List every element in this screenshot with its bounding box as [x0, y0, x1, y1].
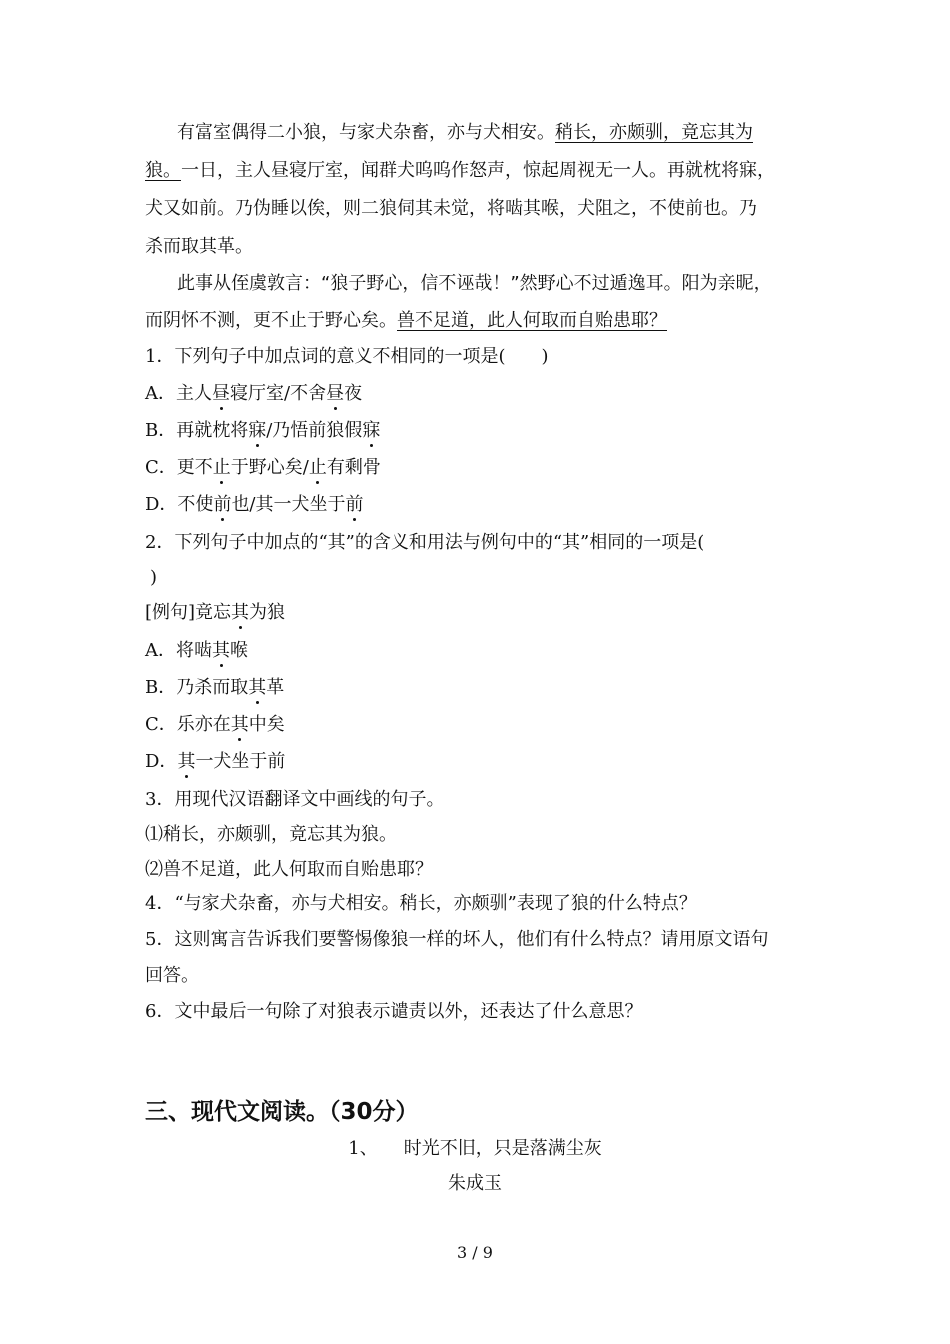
passage-text: 有富室偶得二小狼，与家犬杂畜，亦与犬相安。: [177, 122, 555, 143]
article-title: 时光不旧，只是落满尘灰: [403, 1138, 602, 1159]
dotted-word: 前: [213, 494, 232, 515]
passage-line: 杀而取其革。: [145, 236, 253, 257]
question-1-stem: 1．下列句子中加点词的意义不相同的一项是( ): [145, 346, 549, 367]
question-3-sentence-2: ⑵兽不足道，此人何取而自贻患耶？: [145, 859, 433, 880]
article-number: 1、: [348, 1138, 378, 1159]
question-2-option-b: B．乃杀而取其革: [145, 677, 285, 698]
dotted-word: 其: [177, 751, 196, 772]
question-2-option-a: A．将啮其喉: [145, 640, 248, 661]
question-2-example: [例句]竟忘其为狼: [145, 602, 286, 623]
passage-text: 一日，主人昼寝厅室，闻群犬呜呜作怒声，惊起周视无一人。再就枕将寐，: [181, 160, 775, 181]
question-1-option-d: D．不使前也/其一犬坐于前: [145, 494, 364, 515]
question-1-option-c: C．更不止于野心矣/止有剩骨: [145, 457, 381, 478]
article-title-line: [0, 1134, 950, 1160]
section-heading: 三、现代文阅读。（30分）: [145, 1099, 419, 1125]
question-5: 5．这则寓言告诉我们要警惕像狼一样的坏人，他们有什么特点？请用原文语句: [145, 929, 769, 950]
question-2-stem: 2．下列句子中加点的“其”的含义和用法与例句中的“其”相同的一项是(: [145, 532, 705, 553]
question-4: 4．“与家犬杂畜，亦与犬相安。稍长，亦颇驯”表现了狼的什么特点？: [145, 893, 697, 914]
dotted-word: 其: [248, 677, 267, 698]
dotted-word: 其: [230, 714, 249, 735]
passage-text: 而阴怀不测，更不止于野心矣。: [145, 310, 397, 331]
question-1-option-a: A．主人昼寝厅室/不舍昼夜: [145, 383, 363, 404]
underlined-sentence: 狼。: [145, 160, 181, 181]
passage-line: [177, 121, 753, 145]
question-1-option-b: B．再就枕将寐/乃悟前狼假寐: [145, 420, 381, 441]
question-6: 6．文中最后一句除了对狼表示谴责以外，还表达了什么意思？: [145, 1001, 643, 1022]
dotted-word: 寐: [362, 420, 381, 441]
dotted-word: 止: [308, 457, 327, 478]
dotted-word: 止: [212, 457, 231, 478]
question-2-option-c: C．乐亦在其中矣: [145, 714, 285, 735]
dotted-word: 昼: [212, 383, 230, 404]
question-5-cont: 回答。: [145, 965, 199, 986]
passage-line: [145, 159, 775, 183]
passage-line: 此事从侄虞敦言：“狼子野心，信不诬哉！”然野心不过遁逸耳。阳为亲昵，: [177, 273, 772, 294]
dotted-word: 其: [231, 602, 250, 623]
underlined-sentence: 稍长，亦颇驯，竟忘其为: [555, 122, 753, 143]
question-3-sentence-1: ⑴稍长，亦颇驯，竟忘其为狼。: [145, 824, 397, 845]
dotted-word: 其: [212, 640, 230, 661]
question-2-stem-end: ): [150, 567, 158, 588]
passage-line: 犬又如前。乃伪睡以俟，则二狼伺其未觉，将啮其喉，犬阻之，不使前也。乃: [145, 198, 757, 219]
article-author: 朱成玉: [448, 1173, 502, 1194]
page-number: 3 / 9: [457, 1243, 493, 1262]
question-3-stem: 3．用现代汉语翻译文中画线的句子。: [145, 789, 445, 810]
passage-line: [145, 309, 667, 333]
question-2-option-d: D．其一犬坐于前: [145, 751, 286, 772]
dotted-word: 寐: [248, 420, 267, 441]
dotted-word: 前: [345, 494, 364, 515]
dotted-word: 昼: [326, 383, 345, 404]
underlined-sentence: 兽不足道，此人何取而自贻患耶？: [397, 310, 667, 331]
